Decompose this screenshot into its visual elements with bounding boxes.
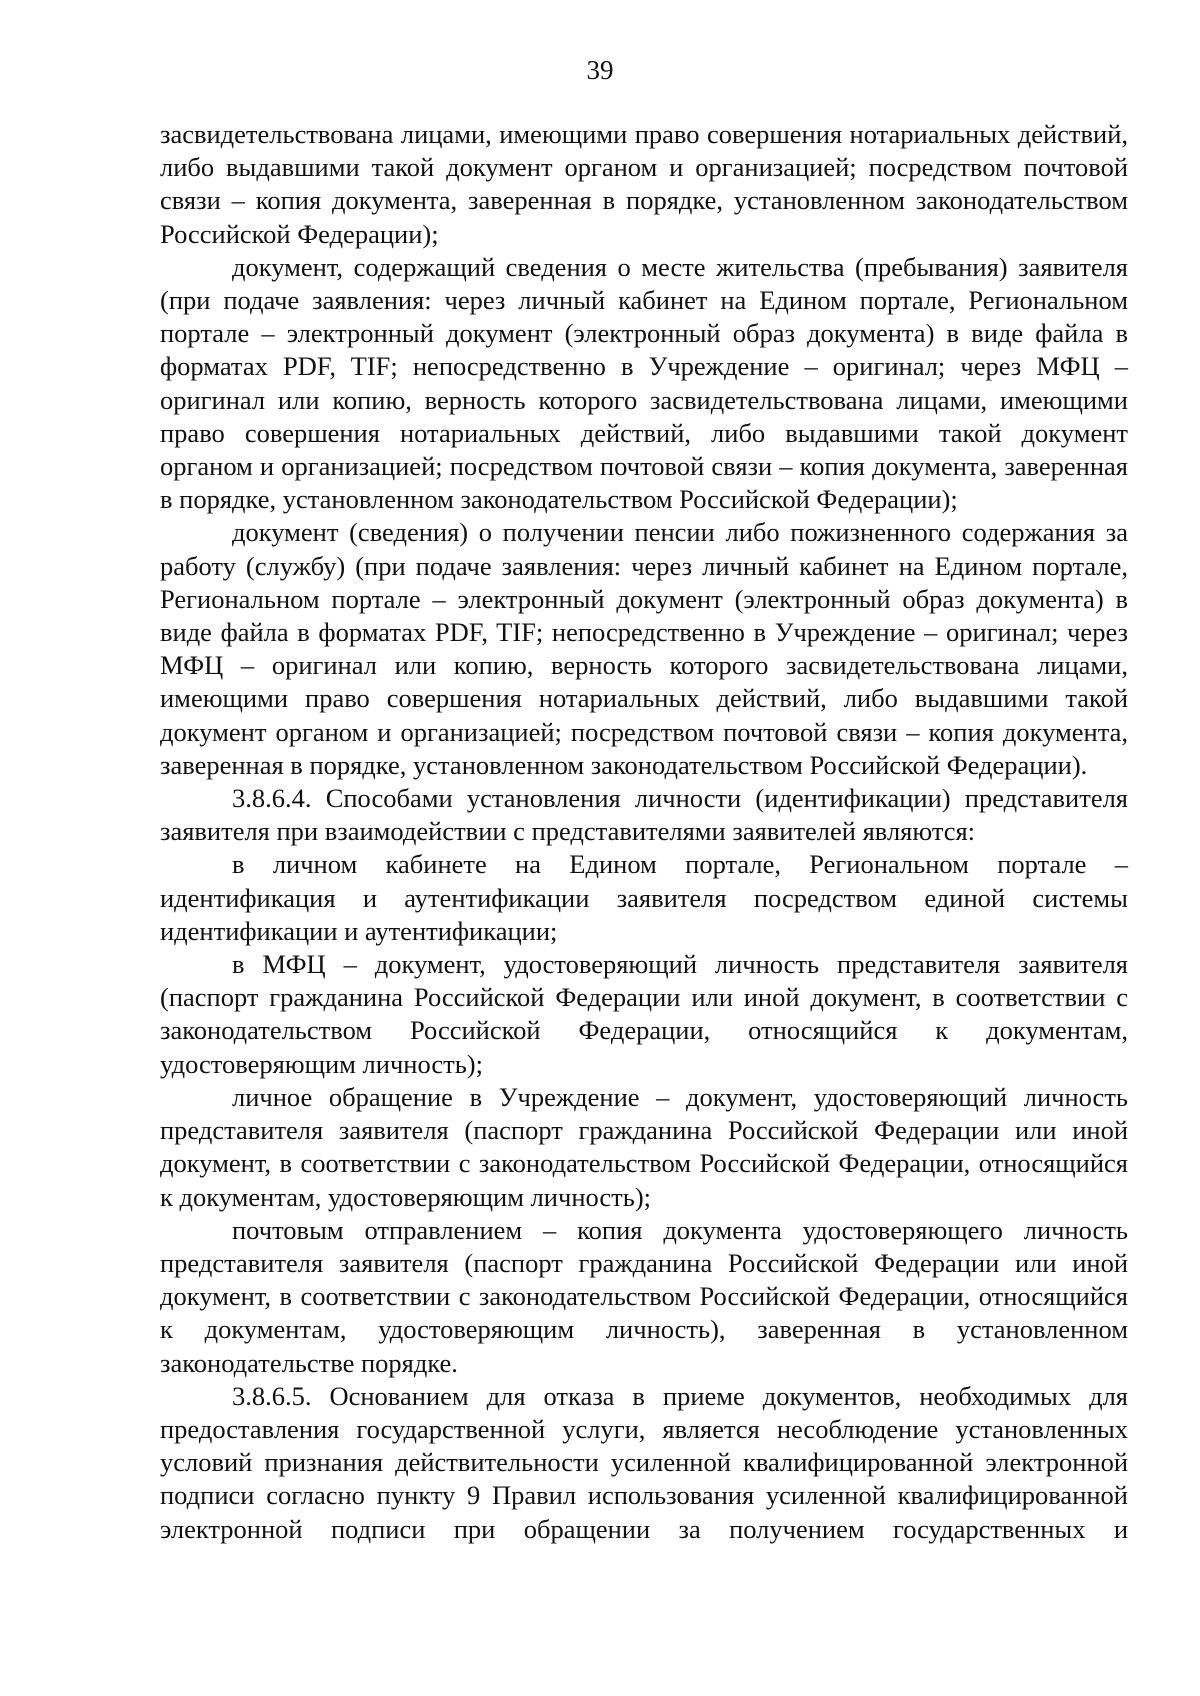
paragraph-personal-cabinet: в личном кабинете на Едином портале, Региональном портале – идентификация и аутентификации заявителя посредством единой системы идентификации и аутентификации; (160, 849, 1128, 946)
paragraph-personal-visit: личное обращение в Учреждение – документ, удостоверяющий личность представителя заявителя (паспорт гражданина Российской Федерации или иной документ, в соответствии с законодательством Российской Федерации, относящийся к документам, удостоверяющим личность); (160, 1081, 1128, 1212)
paragraph-section-3-8-6-4: 3.8.6.4. Способами установления личности (идентификации) представителя заявителя при взаимодействии с представителями заявителей являются: (160, 783, 1128, 847)
document-body (160, 118, 1128, 1546)
paragraph-pension-document: документ (сведения) о получении пенсии либо пожизненного содержания за работу (службу) (при подаче заявления: через личный кабинет на Едином портале, Региональном портале – электронный документ (электронный образ документа) в виде файла в форматах PDF, TIF; непосредственно в Учреждение – оригинал; через МФЦ – оригинал или копию, верность которого засвидетельствована лицами, имеющими право совершения нотариальных действий, либо выдавшими такой документ органом и организацией; посредством почтовой связи – копия документа, заверенная в порядке, установленном законодательством Российской Федерации). (160, 517, 1128, 780)
page-number: 39 (586, 55, 614, 85)
paragraph-continuation: засвидетельствована лицами, имеющими право совершения нотариальных действий, либо выдавшими такой документ органом и организацией; посредством почтовой связи – копия документа, заверенная в порядке, установленном законодательством Российской Федерации); (160, 119, 1128, 249)
paragraph-section-3-8-6-5: 3.8.6.5. Основанием для отказа в приеме документов, необходимых для предоставления государственной услуги, является несоблюдение установленных условий признания действительности усиленной квалифицированной электронной подписи согласно пункту 9 Правил использования усиленной квалифицированной электронной подписи при обращении за получением государственных и (160, 1380, 1128, 1544)
paragraph-postal: почтовым отправлением – копия документа удостоверяющего личность представителя заявителя (паспорт гражданина Российской Федерации или иной документ, в соответствии с законодательством Российской Федерации, относящийся к документам, удостоверяющим личность), заверенная в установленном законодательстве порядке. (160, 1214, 1128, 1378)
paragraph-residence-document: документ, содержащий сведения о месте жительства (пребывания) заявителя (при подаче заявления: через личный кабинет на Едином портале, Региональном портале – электронный документ (электронный образ документа) в виде файла в форматах PDF, TIF; непосредственно в Учреждение – оригинал; через МФЦ – оригинал или копию, верность которого засвидетельствована лицами, имеющими право совершения нотариальных действий, либо выдавшими такой документ органом и организацией; посредством почтовой связи – копия документа, заверенная в порядке, установленном законодательством Российской Федерации); (160, 251, 1128, 515)
paragraph-mfc: в МФЦ – документ, удостоверяющий личность представителя заявителя (паспорт гражданина Российской Федерации или иной документ, в соответствии с законодательством Российской Федерации, относящийся к документам, удостоверяющим личность); (160, 949, 1128, 1079)
